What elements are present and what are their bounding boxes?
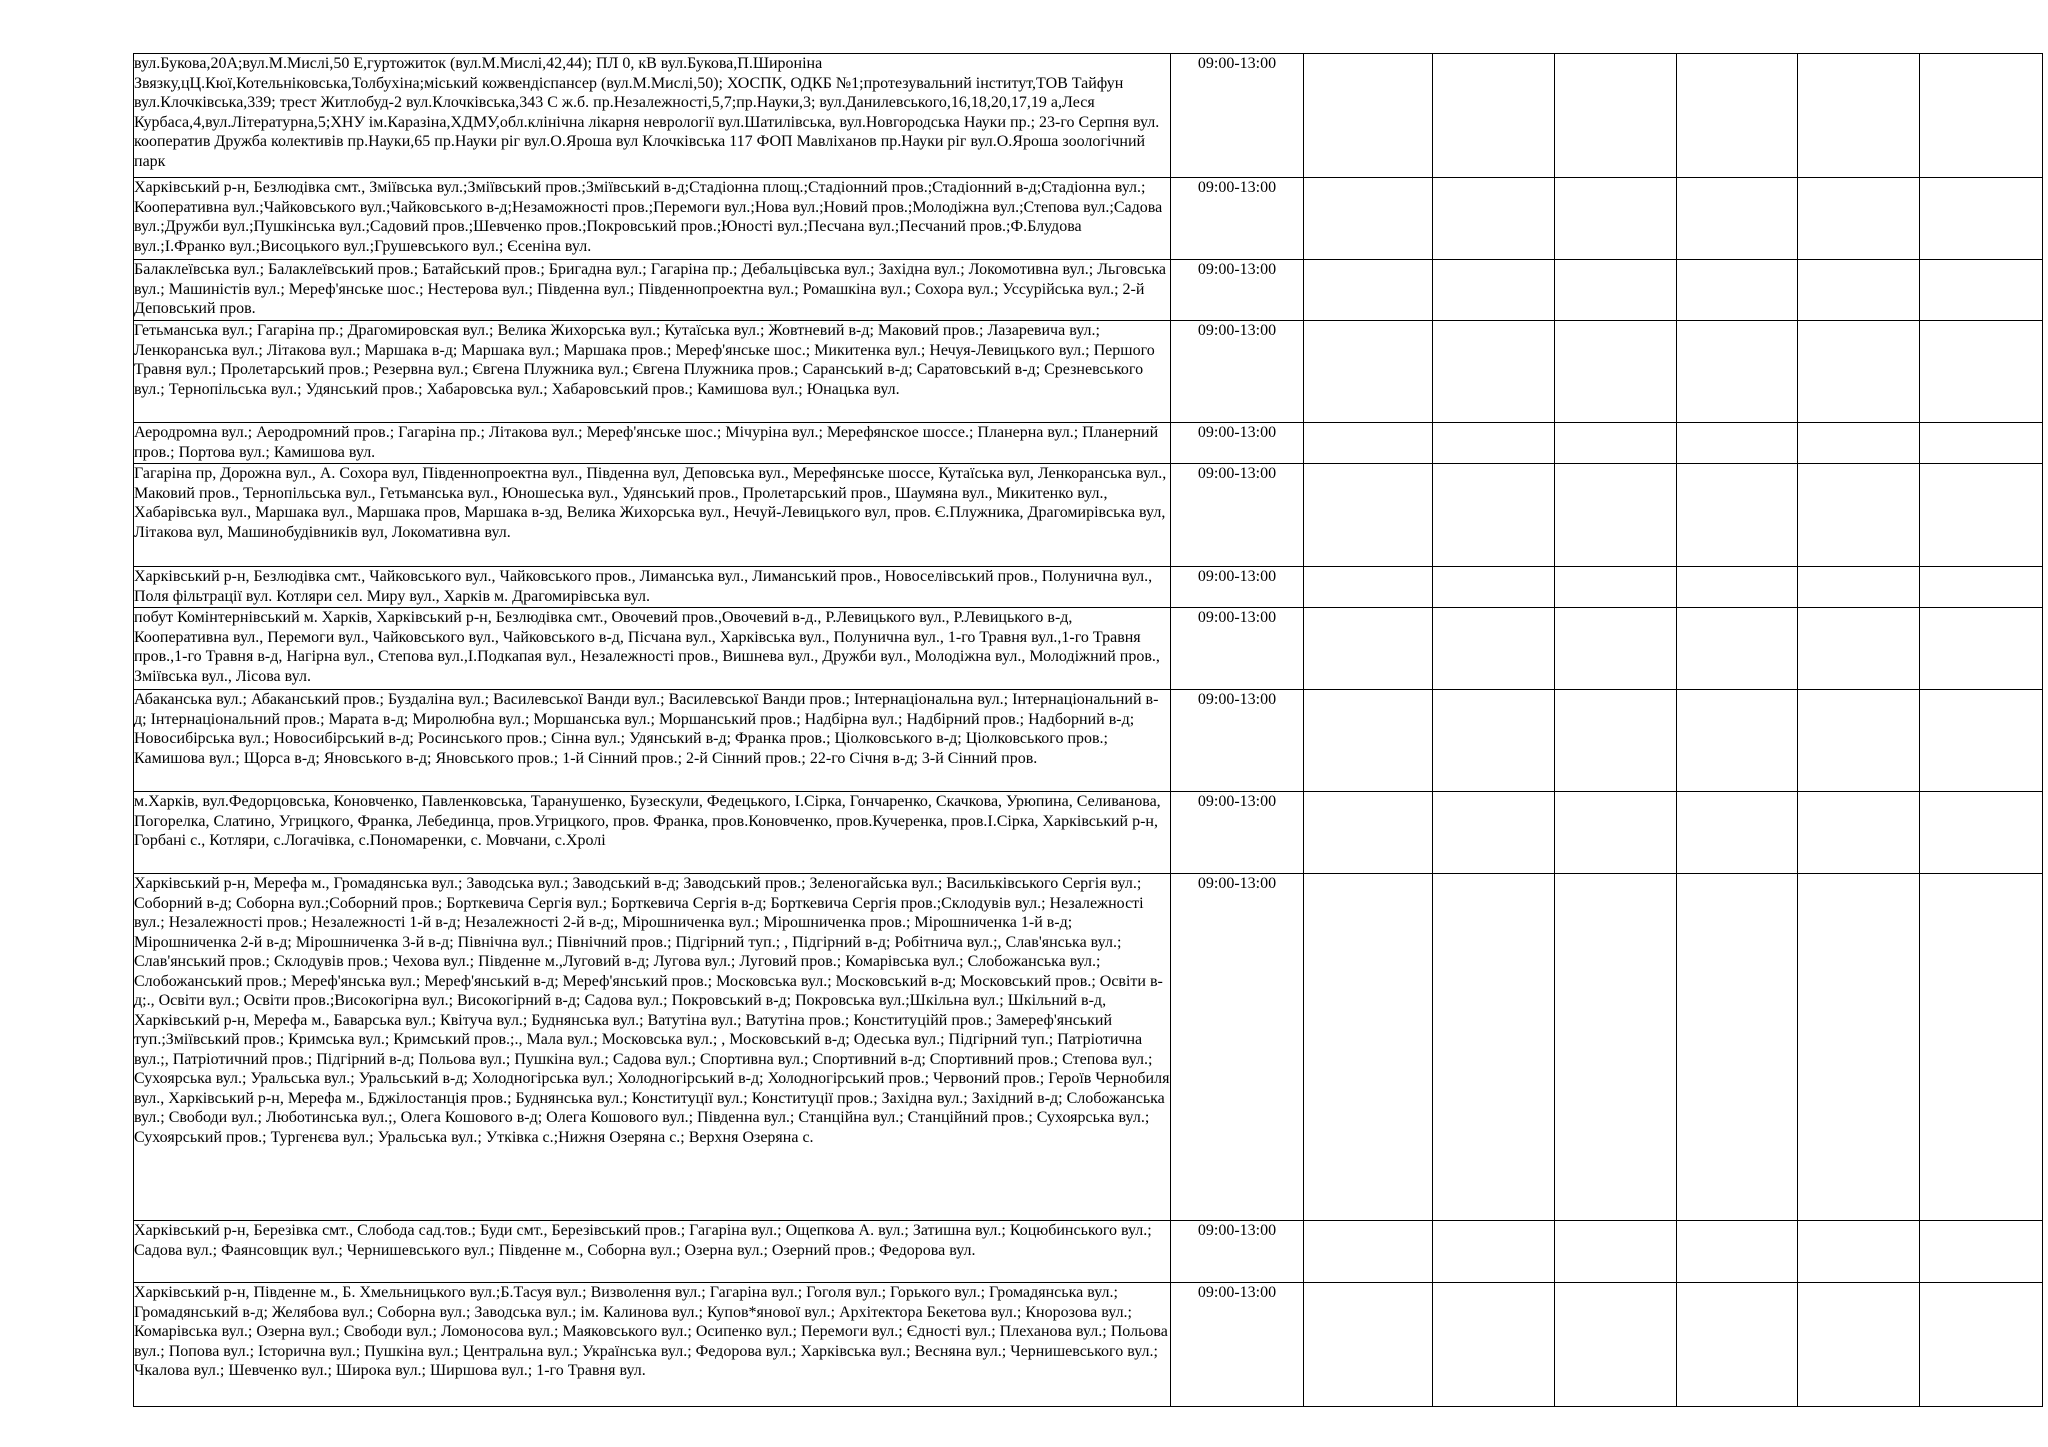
empty-cell bbox=[1798, 567, 1920, 608]
empty-cell bbox=[1555, 54, 1677, 178]
empty-cell bbox=[1677, 423, 1798, 464]
empty-cell bbox=[1433, 608, 1555, 690]
time-cell: 09:00-13:00 bbox=[1171, 567, 1304, 608]
empty-cell bbox=[1555, 464, 1677, 567]
empty-cell bbox=[1304, 608, 1433, 690]
table-row bbox=[134, 608, 2043, 690]
empty-cell bbox=[1920, 1221, 2043, 1283]
address-cell: Гагаріна пр, Дорожна вул., А. Сохора вул, Південнопроектна вул., Південна вул, Деповська вул., Мерефянське шоссе, Кутаїська вул, Ленкоранська вул., Маковий пров., Тернопільська вул., Гетьманська вул., Юношеська вул., Удянський пров., Пролетарський пров., Шаумяна вул., Микитенко вул., Хабарівська вул., Маршака вул., Маршака пров, Маршака в-зд, Велика Жихорська вул., Нечуй-Левицького вул, пров. Є.Плужника, Драгомирівська вул, Літакова вул, Машинобудівників вул, Локомативна вул. bbox=[134, 464, 1171, 567]
empty-cell bbox=[1304, 260, 1433, 321]
empty-cell bbox=[1304, 690, 1433, 792]
empty-cell bbox=[1433, 567, 1555, 608]
empty-cell bbox=[1677, 54, 1798, 178]
empty-cell bbox=[1555, 690, 1677, 792]
address-cell: Харківський р-н, Березівка смт., Слобода сад.тов.; Буди смт., Березівський пров.; Гагаріна вул.; Ощепкова А. вул.; Затишна вул.; Коцюбинського вул.; Садова вул.; Фаянсовщик вул.; Чернишевського вул.; Південне м., Соборна вул.; Озерна вул.; Озерний пров.; Федорова вул. bbox=[134, 1221, 1171, 1283]
empty-cell bbox=[1798, 1221, 1920, 1283]
empty-cell bbox=[1555, 260, 1677, 321]
address-cell: Аеродромна вул.; Аеродромний пров.; Гагаріна пр.; Літакова вул.; Мереф'янське шос.; Мічуріна вул.; Мерефянское шоссе.; Планерна вул.; Планерний пров.; Портова вул.; Камишова вул. bbox=[134, 423, 1171, 464]
empty-cell bbox=[1304, 1221, 1433, 1283]
empty-cell bbox=[1920, 874, 2043, 1221]
empty-cell bbox=[1920, 1283, 2043, 1407]
empty-cell bbox=[1920, 608, 2043, 690]
address-cell: Харківський р-н, Мерефа м., Громадянська вул.; Заводська вул.; Заводський в-д; Заводський пров.; Зеленогайська вул.; Васильківського Сергія вул.; Соборний в-д; Соборна вул.;Соборний пров.; Борткевича Сергія вул.; Борткевича Сергія в-д; Борткевича Сергія пров.;Склодувів вул.; Незалежності вул.; Незалежності пров.; Незалежності 1-й в-д; Незалежності 2-й в-д;, Мірошниченка вул.; Мірошниченка пров.; Мірошниченка 1-й в-д; Мірошниченка 2-й в-д; Мірошниченка 3-й в-д; Північна вул.; Північний пров.; Підгірний туп.; , Підгірний в-д; Робітнича вул.;, Слав'янська вул.; Слав'янський пров.; Склодувів пров.; Чехова вул.; Південне м.,Луговий в-д; Лугова вул.; Луговий пров.; Комарівська вул.; Слобожанська вул.; Слобожанський пров.; Мереф'янська вул.; Мереф'янський в-д; Мереф'янський пров.; Московська вул.; Московський в-д; Московський пров.; Освіти в-д;., Освіти вул.; Освіти пров.;Високогірна вул.; Високогірний в-д; Садова вул.; Покровський в-д; Покровська вул.;Шкільна вул.; Шкільний в-д, Харківський р-н, Мерефа м., Баварська вул.; Квітуча вул.; Буднянська вул.; Ватутіна вул.; Ватутіна пров.; Конституційй пров.; Замереф'янський туп.;Зміївський пров.; Кримська вул.; Кримський пров.;., Мала вул.; Московська вул.; , Московський в-д; Одеська вул.; Підгірний туп.; Патріотична вул.;, Патріотичний пров.; Підгірний в-д; Польова вул.; Пушкіна вул.; Садова вул.; Спортивна вул.; Спортивний в-д; Спортивний пров.; Степова вул.; Сухоярська вул.; Уральська вул.; Уральський в-д; Холодногірська вул.; Холодногірський в-д; Холодногірський пров.; Червоний пров.; Героїв Чернобиля вул., Харківський р-н, Мерефа м., Бджілостанція пров.; Буднянська вул.; Конституції вул.; Конституції пров.; Західна вул.; Західний в-д; Слобожанська вул.; Свободи вул.; Люботинська вул.;, Олега Кошового в-д; Олега Кошового вул.; Південна вул.; Станційна вул.; Станційний пров.; Сухоярська вул.; Сухоярський пров.; Тургенєва вул.; Уральська вул.; Утківка с.;Нижня Озеряна с.; Верхня Озеряна с. bbox=[134, 874, 1171, 1221]
empty-cell bbox=[1555, 792, 1677, 874]
empty-cell bbox=[1677, 874, 1798, 1221]
empty-cell bbox=[1555, 423, 1677, 464]
empty-cell bbox=[1677, 1283, 1798, 1407]
time-cell: 09:00-13:00 bbox=[1171, 423, 1304, 464]
empty-cell bbox=[1677, 792, 1798, 874]
table-row bbox=[134, 260, 2043, 321]
empty-cell bbox=[1677, 178, 1798, 260]
time-cell: 09:00-13:00 bbox=[1171, 1283, 1304, 1407]
empty-cell bbox=[1920, 260, 2043, 321]
empty-cell bbox=[1555, 608, 1677, 690]
empty-cell bbox=[1798, 321, 1920, 423]
time-cell: 09:00-13:00 bbox=[1171, 260, 1304, 321]
table-row bbox=[134, 321, 2043, 423]
empty-cell bbox=[1920, 464, 2043, 567]
table-row bbox=[134, 567, 2043, 608]
time-cell: 09:00-13:00 bbox=[1171, 54, 1304, 178]
empty-cell bbox=[1304, 1283, 1433, 1407]
empty-cell bbox=[1798, 792, 1920, 874]
time-cell: 09:00-13:00 bbox=[1171, 178, 1304, 260]
empty-cell bbox=[1433, 874, 1555, 1221]
outage-schedule-sheet bbox=[133, 53, 2043, 1407]
address-cell: м.Харків, вул.Федорцовська, Коновченко, Павленковська, Таранушенко, Бузескули, Федецького, І.Сірка, Гончаренко, Скачкова, Урюпина, Селиванова, Погорелка, Слатино, Угрицкого, Франка, Лебединца, пров.Угрицкого, пров. Франка, пров.Коновченко, пров.Кучеренка, пров.І.Сірка, Харківський р-н, Горбані с., Котляри, с.Логачівка, с.Пономаренки, с. Мовчани, с.Хролі bbox=[134, 792, 1171, 874]
table-row bbox=[134, 464, 2043, 567]
table-row bbox=[134, 178, 2043, 260]
empty-cell bbox=[1433, 321, 1555, 423]
time-cell: 09:00-13:00 bbox=[1171, 874, 1304, 1221]
empty-cell bbox=[1920, 690, 2043, 792]
empty-cell bbox=[1555, 1221, 1677, 1283]
time-cell: 09:00-13:00 bbox=[1171, 321, 1304, 423]
empty-cell bbox=[1920, 567, 2043, 608]
empty-cell bbox=[1555, 567, 1677, 608]
empty-cell bbox=[1798, 178, 1920, 260]
empty-cell bbox=[1798, 1283, 1920, 1407]
empty-cell bbox=[1304, 874, 1433, 1221]
address-cell: Харківський р-н, Безлюдівка смт., Чайковського вул., Чайковського пров., Лиманська вул., Лиманський пров., Новоселівський пров., Полунична вул., Поля фільтрації вул. Котляри сел. Миру вул., Харків м. Драгомирівська вул. bbox=[134, 567, 1171, 608]
empty-cell bbox=[1920, 321, 2043, 423]
empty-cell bbox=[1920, 178, 2043, 260]
empty-cell bbox=[1798, 464, 1920, 567]
empty-cell bbox=[1677, 260, 1798, 321]
empty-cell bbox=[1304, 567, 1433, 608]
address-cell: Гетьманська вул.; Гагаріна пр.; Драгомировская вул.; Велика Жихорська вул.; Кутаїська вул.; Жовтневий в-д; Маковий пров.; Лазаревича вул.; Ленкоранська вул.; Літакова вул.; Маршака в-д; Маршака вул.; Маршака пров.; Мереф'янське шос.; Микитенка вул.; Нечуя-Левицького вул.; Першого Травня вул.; Пролетарський пров.; Резервна вул.; Євгена Плужника вул.; Євгена Плужника пров.; Саранський в-д; Саратовський в-д; Срезневського вул.; Тернопільська вул.; Удянський пров.; Хабаровська вул.; Хабаровський пров.; Камишова вул.; Юнацька вул. bbox=[134, 321, 1171, 423]
empty-cell bbox=[1433, 423, 1555, 464]
address-cell: Харківський р-н, Південне м., Б. Хмельницького вул.;Б.Тасуя вул.; Визволення вул.; Гагаріна вул.; Гоголя вул.; Горького вул.; Громадянська вул.; Громадянський в-д; Желябова вул.; Соборна вул.; Заводська вул.; ім. Калинова вул.; Купов*янової вул.; Архітектора Бекетова вул.; Кнорозова вул.; Комарівська вул.; Озерна вул.; Свободи вул.; Ломоносова вул.; Маяковського вул.; Осипенко вул.; Перемоги вул.; Єдності вул.; Плеханова вул.; Польова вул.; Попова вул.; Історична вул.; Пушкіна вул.; Центральна вул.; Українська вул.; Федорова вул.; Харківська вул.; Весняна вул.; Чернишевського вул.; Чкалова вул.; Шевченко вул.; Широка вул.; Ширшова вул.; 1-го Травня вул. bbox=[134, 1283, 1171, 1407]
empty-cell bbox=[1433, 1221, 1555, 1283]
empty-cell bbox=[1433, 792, 1555, 874]
empty-cell bbox=[1304, 321, 1433, 423]
empty-cell bbox=[1798, 874, 1920, 1221]
empty-cell bbox=[1304, 178, 1433, 260]
empty-cell bbox=[1920, 54, 2043, 178]
empty-cell bbox=[1677, 321, 1798, 423]
address-cell: вул.Букова,20А;вул.М.Мислі,50 Е,гуртожиток (вул.М.Мислі,42,44); ПЛ 0, кВ вул.Букова,П.Широніна Звязку,цЦ.Кюї,Котельніковська,Толбухіна;міський кожвендіспансер (вул.М.Мислі,50); ХОСПК, ОДКБ №1;протезувальний інститут,ТОВ Тайфун вул.Клочківська,339; трест Житлобуд-2 вул.Клочківська,343 С ж.б. пр.Незалежності,5,7;пр.Науки,3; вул.Данилевського,16,18,20,17,19 а,Леся Курбаса,4,вул.Літературна,5;ХНУ ім.Каразіна,ХДМУ,обл.клінічна лікарня неврології вул.Шатилівська, вул.Новгородська Науки пр.; 23-го Серпня вул. кооператив Дружба колективів пр.Науки,65 пр.Науки ріг вул.О.Яроша вул Клочківська 117 ФОП Мавліханов пр.Науки ріг вул.О.Яроша зоологічний парк bbox=[134, 54, 1171, 178]
empty-cell bbox=[1304, 464, 1433, 567]
time-cell: 09:00-13:00 bbox=[1171, 1221, 1304, 1283]
empty-cell bbox=[1677, 567, 1798, 608]
empty-cell bbox=[1433, 690, 1555, 792]
empty-cell bbox=[1304, 54, 1433, 178]
empty-cell bbox=[1555, 1283, 1677, 1407]
table-row bbox=[134, 54, 2043, 178]
empty-cell bbox=[1798, 608, 1920, 690]
empty-cell bbox=[1555, 178, 1677, 260]
empty-cell bbox=[1798, 260, 1920, 321]
table-row bbox=[134, 874, 2043, 1221]
empty-cell bbox=[1555, 874, 1677, 1221]
empty-cell bbox=[1677, 464, 1798, 567]
address-cell: Абаканська вул.; Абаканський пров.; Буздаліна вул.; Василевської Ванди вул.; Василевської Ванди пров.; Інтернаціональна вул.; Інтернаціональний в-д; Інтернаціональний пров.; Марата в-д; Миролюбна вул.; Моршанська вул.; Моршанський пров.; Надбірна вул.; Надбірний пров.; Надборний в-д; Новосибірська вул.; Новосибірський в-д; Росинського пров.; Сінна вул.; Удянський в-д; Франка пров.; Ціолковського в-д; Ціолковського пров.; Камишова вул.; Щорса в-д; Яновського в-д; Яновського пров.; 1-й Сінний пров.; 2-й Сінний пров.; 22-го Січня в-д; 3-й Сінний пров. bbox=[134, 690, 1171, 792]
empty-cell bbox=[1798, 54, 1920, 178]
address-cell: Балаклеївська вул.; Балаклеївський пров.; Батайський пров.; Бригадна вул.; Гагаріна пр.; Дебальцівська вул.; Західна вул.; Локомотивна вул.; Льговська вул.; Машиністів вул.; Мереф'янське шос.; Нестерова вул.; Південна вул.; Південнопроектна вул.; Ромашкіна вул.; Сохора вул.; Уссурійська вул.; 2-й Деповський пров. bbox=[134, 260, 1171, 321]
address-cell: побут Комінтернівський м. Харків, Харківський р-н, Безлюдівка смт., Овочевий пров.,Овочевий в-д., Р.Левицького вул., Р.Левицького в-д, Кооперативна вул., Перемоги вул., Чайковського вул., Чайковського в-д, Пісчана вул., Харківська вул., Полунична вул., 1-го Травня вул.,1-го Травня пров.,1-го Травня в-д, Нагірна вул., Степова вул.,І.Подкапая вул., Незалежності пров., Вишнева вул., Дружби вул., Молодіжна вул., Молодіжний пров., Зміївська вул., Лісова вул. bbox=[134, 608, 1171, 690]
empty-cell bbox=[1433, 260, 1555, 321]
empty-cell bbox=[1677, 690, 1798, 792]
empty-cell bbox=[1920, 792, 2043, 874]
time-cell: 09:00-13:00 bbox=[1171, 792, 1304, 874]
empty-cell bbox=[1433, 464, 1555, 567]
empty-cell bbox=[1433, 1283, 1555, 1407]
empty-cell bbox=[1304, 423, 1433, 464]
table-row bbox=[134, 690, 2043, 792]
table-row bbox=[134, 423, 2043, 464]
empty-cell bbox=[1555, 321, 1677, 423]
empty-cell bbox=[1433, 54, 1555, 178]
time-cell: 09:00-13:00 bbox=[1171, 464, 1304, 567]
empty-cell bbox=[1433, 178, 1555, 260]
empty-cell bbox=[1920, 423, 2043, 464]
empty-cell bbox=[1798, 423, 1920, 464]
empty-cell bbox=[1677, 1221, 1798, 1283]
empty-cell bbox=[1304, 792, 1433, 874]
empty-cell bbox=[1677, 608, 1798, 690]
empty-cell bbox=[1798, 690, 1920, 792]
table-row bbox=[134, 1283, 2043, 1407]
time-cell: 09:00-13:00 bbox=[1171, 690, 1304, 792]
table-row bbox=[134, 792, 2043, 874]
outage-schedule-table bbox=[133, 53, 2043, 1407]
address-cell: Харківський р-н, Безлюдівка смт., Зміївська вул.;Зміївський пров.;Зміївський в-д;Стадіонна площ.;Стадіонний пров.;Стадіонний в-д;Стадіонна вул.; Кооперативна вул.;Чайковського вул.;Чайковського в-д;Незаможності пров.;Перемоги вул.;Нова вул.;Новий пров.;Молодіжна вул.;Степова вул.;Садова вул.;Дружби вул.;Пушкінська вул.;Садовий пров.;Шевченко пров.;Покровський пров.;Юності вул.;Песчана вул.;Песчаний пров.;Ф.Блудова вул.;І.Франко вул.;Висоцького вул.;Грушевського вул.; Єсеніна вул. bbox=[134, 178, 1171, 260]
table-row bbox=[134, 1221, 2043, 1283]
time-cell: 09:00-13:00 bbox=[1171, 608, 1304, 690]
